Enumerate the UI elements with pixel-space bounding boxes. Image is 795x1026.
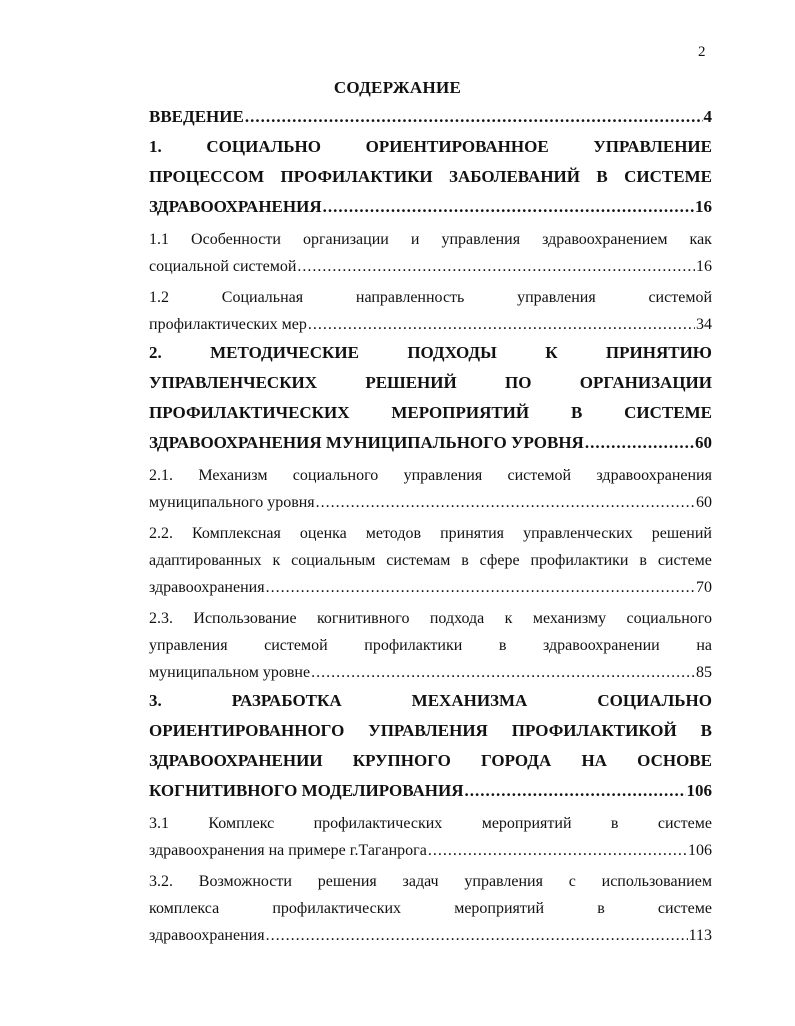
toc-word: профилактических [272,900,402,917]
toc-word: управленческих [523,525,633,542]
toc-word: управления [517,289,596,306]
toc-leader-line [149,192,712,222]
toc-word: Возможности [198,873,292,890]
toc-entry-label: здравоохранения [149,927,265,944]
toc-entry-section-2-1[interactable] [149,462,712,516]
toc-justified-line [149,132,712,162]
toc-entry-label: КОГНИТИВНОГО МОДЕЛИРОВАНИЯ [149,781,464,800]
leader-dots [428,837,687,864]
toc-word: ГОРОДА [481,751,552,770]
toc-word: НА [581,751,607,770]
toc-word: принятия [440,525,505,542]
toc-word: ПРОФИЛАКТИЧЕСКИХ [149,403,350,422]
leader-dots [311,659,695,686]
toc-justified-line [149,520,712,547]
toc-word: ПРИНЯТИЮ [605,343,712,362]
toc-word: 1. [149,137,162,156]
toc-leader-line [149,253,712,280]
toc-entry-chapter-1[interactable] [149,132,712,222]
toc-word: решений [651,525,712,542]
toc-word: в [498,637,507,654]
toc-word: профилактики [530,552,629,569]
leader-dots [465,776,686,806]
toc-word: МЕТОДИЧЕСКИЕ [210,343,359,362]
toc-leader-line [149,574,712,601]
toc-word: управления [403,467,483,484]
toc-word: управления [464,873,543,890]
toc-justified-line [149,605,712,632]
toc-word: механизму [532,610,607,627]
toc-entry-chapter-3[interactable] [149,686,712,806]
toc-justified-line [149,632,712,659]
toc-word: в [610,815,619,832]
toc-entry-label: здравоохранения на примере г.Таганрога [149,842,427,859]
toc-entry-label: муниципального уровня [149,494,315,511]
toc-entry-label: ЗДРАВООХРАНЕНИЯ [149,197,322,216]
toc-word: Комплекс [208,815,275,832]
toc-word: в [461,552,469,569]
toc-leader-line [149,776,712,806]
toc-entry-intro[interactable] [149,102,712,132]
toc-justified-line [149,686,712,716]
toc-entry-section-1-1[interactable] [149,226,712,280]
toc-word: адаптированных [149,552,262,569]
toc-word: социальным [291,552,376,569]
toc-word: ОРИЕНТИРОВАННОГО [149,721,345,740]
toc-entry-page: 16 [695,197,712,216]
toc-word: системе [657,552,712,569]
toc-justified-line [149,226,712,253]
toc-word: к [272,552,281,569]
toc-word: КРУПНОГО [352,751,451,770]
toc-word: управления [149,637,228,654]
toc-word: здравоохранения [596,467,712,484]
toc-entry-page: 106 [686,781,712,800]
toc-word: МЕРОПРИЯТИЙ [391,403,530,422]
toc-word: Использование [193,610,297,627]
toc-word: здравоохранении [542,637,660,654]
leader-dots [316,489,695,516]
leader-dots [245,102,703,132]
toc-leader-line [149,837,712,864]
toc-justified-line [149,868,712,895]
toc-entry-section-2-2[interactable] [149,520,712,601]
toc-word: В [596,167,608,186]
toc-word: В [570,403,583,422]
toc-word: системой [648,289,712,306]
toc-entry-page: 4 [703,107,712,126]
toc-word: МЕХАНИЗМА [411,691,528,710]
toc-justified-line [149,462,712,489]
toc-word: ПРОФИЛАКТИКИ [280,167,433,186]
toc-word: ПО [505,373,532,392]
toc-word: УПРАВЛЕНИЯ [368,721,488,740]
toc-word: и [410,231,420,248]
toc-justified-line [149,746,712,776]
toc-leader-line [149,428,712,458]
toc-entry-section-3-1[interactable] [149,810,712,864]
toc-word: профилактики [364,637,463,654]
toc-word: профилактических [313,815,443,832]
toc-word: решения [317,873,377,890]
toc-word: ОРГАНИЗАЦИИ [579,373,712,392]
toc-word: Механизм [198,467,268,484]
toc-word: системе [657,815,712,832]
toc-justified-line [149,284,712,311]
toc-word: ПОДХОДЫ [407,343,497,362]
toc-word: ОРИЕНТИРОВАННОЕ [365,137,549,156]
toc-word: 2. [149,343,162,362]
toc-justified-line [149,810,712,837]
toc-word: системам [386,552,451,569]
toc-word: 3. [149,691,162,710]
toc-word: 3.1 [149,815,169,832]
leader-dots [297,253,695,280]
toc-word: использованием [601,873,712,890]
toc-word: задач [402,873,439,890]
toc-word: комплекса [149,900,220,917]
toc-word: как [689,231,712,248]
toc-entry-page: 60 [695,433,712,452]
leader-dots [323,192,694,222]
toc-word: в [639,552,647,569]
toc-word: социального [292,467,379,484]
page-title: СОДЕРЖАНИЕ [333,78,462,97]
toc-word: направленность [355,289,465,306]
toc-entry-label: социальной системой [149,258,297,275]
toc-word: Особенности [191,231,281,248]
toc-word: К [545,343,558,362]
toc-entry-page: 113 [688,927,712,944]
toc-entry-label: муниципальном уровне [149,664,311,681]
toc-word: социального [626,610,712,627]
toc-word: к [504,610,513,627]
toc-justified-line [149,398,712,428]
toc-word: Социальная [221,289,304,306]
toc-entry-label: здравоохранения [149,579,265,596]
toc-word: методов [365,525,422,542]
toc-word: 2.1. [149,467,173,484]
toc-leader-line [149,311,712,338]
toc-word: РЕШЕНИЙ [365,373,457,392]
toc-word: 2.2. [149,525,173,542]
toc-word: 1.1 [149,231,169,248]
toc-entry-chapter-2[interactable] [149,338,712,458]
leader-dots [308,311,695,338]
toc-entry-page: 70 [696,579,712,596]
toc-word: ПРОЦЕССОМ [149,167,265,186]
toc-word: системой [507,467,572,484]
toc-word: СОЦИАЛЬНО [597,691,712,710]
toc-word: организации [302,231,389,248]
toc-word: В [700,721,712,740]
toc-entry-page: 16 [696,258,712,275]
toc-justified-line [149,368,712,398]
toc-leader-line [149,922,712,949]
toc-entry-page: 106 [688,842,712,859]
toc-entry-label: ЗДРАВООХРАНЕНИЯ МУНИЦИПАЛЬНОГО УРОВНЯ [149,433,584,452]
leader-dots [585,428,694,458]
toc-word: в [597,900,605,917]
toc-justified-line [149,895,712,922]
page-number: 2 [698,44,706,60]
toc-word: ЗДРАВООХРАНЕНИИ [149,751,323,770]
toc-entry-page: 85 [696,664,712,681]
toc-word: 3.2. [149,873,173,890]
toc-entry-section-1-2[interactable] [149,284,712,338]
toc-word: ОСНОВЕ [637,751,712,770]
toc-justified-line [149,338,712,368]
toc-word: СИСТЕМЕ [624,167,712,186]
toc-word: СОЦИАЛЬНО [206,137,321,156]
toc-word: оценка [299,525,347,542]
toc-entry-label: ВВЕДЕНИЕ [149,107,244,126]
toc-word: системе [657,900,712,917]
leader-dots [266,922,688,949]
toc-word: сфере [479,552,520,569]
toc-justified-line [149,547,712,574]
toc-word: УПРАВЛЕНИЕ [593,137,712,156]
toc-word: мероприятий [481,815,572,832]
toc-entry-page: 34 [696,316,712,333]
toc-word: СИСТЕМЕ [624,403,712,422]
toc-entry-page: 60 [696,494,712,511]
toc-leader-line [149,489,712,516]
toc-word: РАЗРАБОТКА [231,691,342,710]
toc-entry-section-3-2[interactable] [149,868,712,949]
toc-word: ЗАБОЛЕВАНИЙ [449,167,581,186]
toc-word: 2.3. [149,610,173,627]
toc-word: когнитивного [316,610,410,627]
toc-word: на [696,637,712,654]
toc-word: 1.2 [149,289,169,306]
toc-word: Комплексная [192,525,281,542]
toc-justified-line [149,162,712,192]
toc-word: подхода [429,610,485,627]
toc-word: здравоохранением [542,231,668,248]
toc-word: системой [264,637,328,654]
toc-justified-line [149,716,712,746]
toc-leader-line [149,659,712,686]
table-of-contents [149,102,712,949]
toc-entry-label: профилактических мер [149,316,307,333]
toc-word: с [568,873,576,890]
toc-word: управления [441,231,521,248]
toc-entry-section-2-3[interactable] [149,605,712,686]
toc-word: ПРОФИЛАКТИКОЙ [511,721,677,740]
leader-dots [266,574,695,601]
toc-word: мероприятий [454,900,545,917]
toc-word: УПРАВЛЕНЧЕСКИХ [149,373,318,392]
